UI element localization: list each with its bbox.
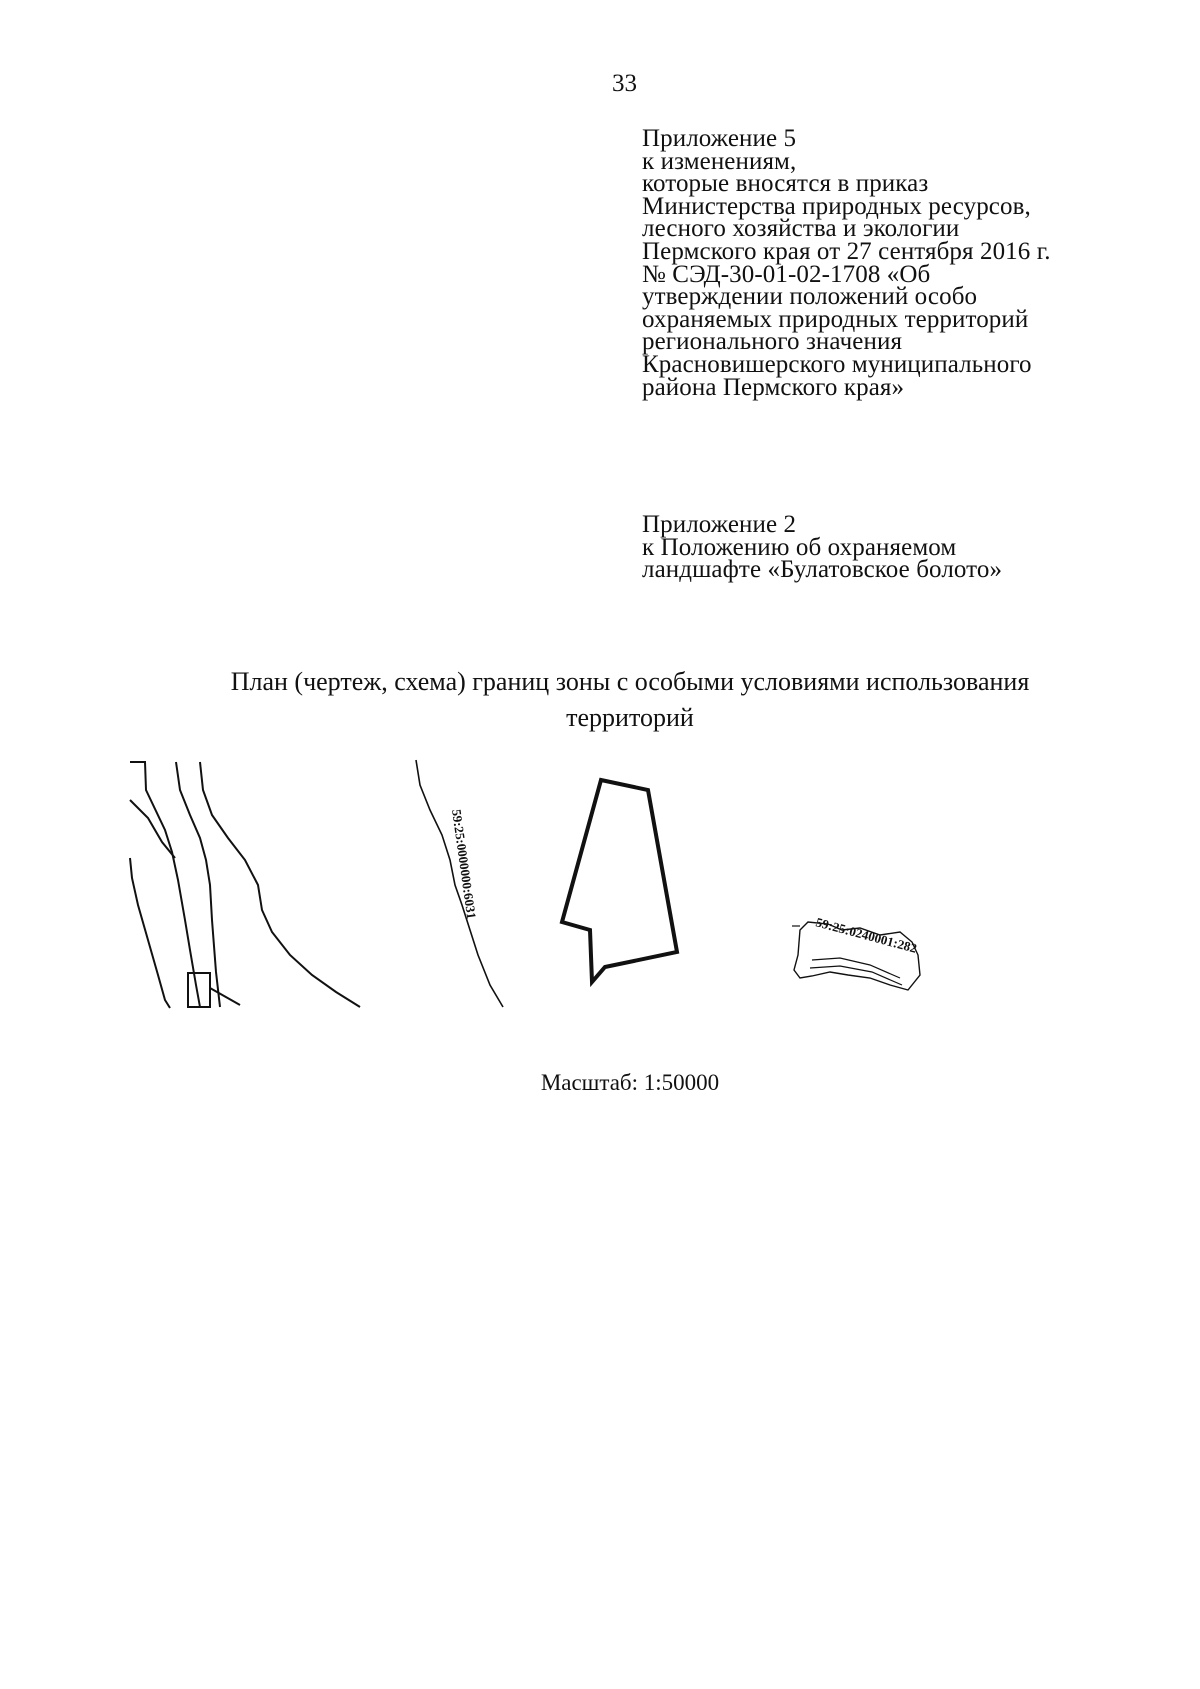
appendix-5-line: района Пермского края» <box>642 373 905 401</box>
plan-title-line: территорий <box>566 703 694 732</box>
map-line <box>210 988 240 1005</box>
appendix-5-line: которые вносятся в приказ <box>642 170 929 198</box>
parcel-label-282: 59:25:0240001:282 <box>814 914 919 956</box>
parcel-6031 <box>416 760 503 1007</box>
appendix-5-line: № СЭД-30-01-02-1708 «Об <box>642 260 931 288</box>
appendix-5-line: Красновишерского муниципального <box>642 350 1032 378</box>
map-scale: Масштаб: 1:50000 <box>540 1070 720 1095</box>
appendix-5-header <box>642 125 1051 401</box>
plan-title-line: План (чертеж, схема) границ зоны с особыми условиями использования <box>230 667 1030 696</box>
appendix-5-line: Пермского края от 27 сентября 2016 г. <box>642 237 1051 265</box>
appendix-2-line: Приложение 2 <box>642 511 797 538</box>
appendix-5-line: регионального значения <box>642 328 903 356</box>
map-line <box>130 762 200 1007</box>
appendix-2-header <box>642 511 1003 584</box>
map-line <box>176 762 220 1007</box>
map-line <box>130 800 175 858</box>
parcel-label-6031: 59:25:0000000:6031 <box>449 808 480 920</box>
appendix-2-line: к Положению об охраняемом <box>642 533 957 561</box>
map-line <box>810 966 902 985</box>
page-number: 33 <box>612 70 637 97</box>
appendix-5-line: Министерства природных ресурсов, <box>642 192 1031 220</box>
appendix-2-line: ландшафте «Булатовское болото» <box>642 556 1003 584</box>
parcel-282 <box>792 914 920 990</box>
map-line <box>812 958 900 978</box>
appendix-5-line: лесного хозяйства и экологии <box>642 215 960 243</box>
plan-title <box>100 664 1160 736</box>
protected-zone-boundary <box>562 780 677 982</box>
map-line <box>130 858 170 1008</box>
left-linework <box>130 762 360 1008</box>
parcel-boundary-outline <box>794 922 920 990</box>
parcel-boundary-line <box>416 760 503 1007</box>
map-line <box>200 762 360 1007</box>
appendix-5-line: утверждении положений особо <box>642 283 978 311</box>
map-building-outline <box>188 973 210 1007</box>
appendix-5-line: Приложение 5 <box>642 125 797 152</box>
appendix-5-line: охраняемых природных территорий <box>642 305 1029 333</box>
appendix-5-line: к изменениям, <box>642 147 797 175</box>
